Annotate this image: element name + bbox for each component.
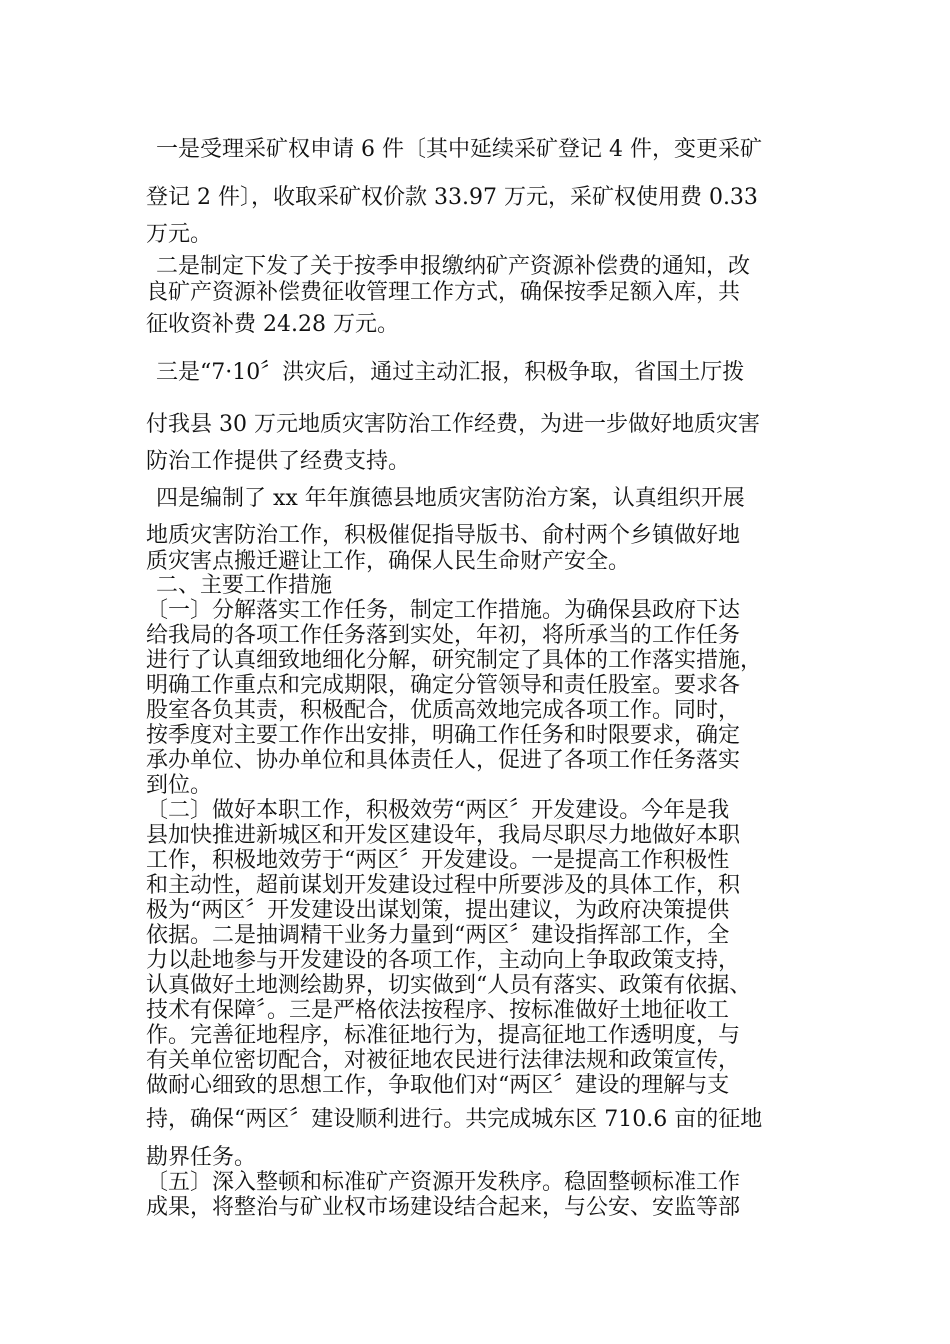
text-line: 依据。二是抽调精干业务力量到“两区〞建设指挥部工作，全 <box>146 923 730 948</box>
text-line: 四是编制了 xx 年年旗德县地质灾害防治方案，认真组织开展 <box>156 486 745 511</box>
text-line: 县加快推进新城区和开发区建设年，我局尽职尽力地做好本职 <box>146 823 741 848</box>
text-line: 〔五〕深入整顿和标准矿产资源开发秩序。稳固整顿标准工作 <box>146 1170 741 1195</box>
text-line: 作。完善征地程序，标准征地行为，提高征地工作透明度，与 <box>146 1023 741 1048</box>
text-line: 承办单位、协办单位和具体责任人，促进了各项工作任务落实 <box>146 748 741 773</box>
text-line: 持，确保“两区〞建设顺利进行。共完成城东区 710.6 亩的征地 <box>146 1107 763 1132</box>
text-line: 按季度对主要工作作出安排，明确工作任务和时限要求，确定 <box>146 723 741 748</box>
text-line: 技术有保障〞。三是严格依法按程序、按标准做好土地征收工 <box>146 998 730 1023</box>
text-line: 质灾害点搬迁避让工作，确保人民生命财产安全。 <box>146 549 631 574</box>
text-line: 防治工作提供了经费支持。 <box>146 449 411 474</box>
text-line: 万元。 <box>146 222 213 247</box>
text-line: 地质灾害防治工作，积极催促指导版书、俞村两个乡镇做好地 <box>146 523 741 548</box>
text-line: 〔二〕做好本职工作，积极效劳“两区〞开发建设。今年是我 <box>146 798 730 823</box>
text-line: 给我局的各项工作任务落到实处，年初，将所承当的工作任务 <box>146 623 741 648</box>
text-line: 三是“7·10〞洪灾后，通过主动汇报，积极争取，省国土厅拨 <box>156 360 745 385</box>
text-line: 做耐心细致的思想工作，争取他们对“两区〞建设的理解与支 <box>146 1073 730 1098</box>
text-line: 良矿产资源补偿费征收管理工作方式，确保按季足额入库，共 <box>146 280 741 305</box>
text-line: 到位。 <box>146 773 213 798</box>
text-line: 力以赴地参与开发建设的各项工作，主动向上争取政策支持， <box>146 948 741 973</box>
text-line: 二是制定下发了关于按季申报缴纳矿产资源补偿费的通知，改 <box>156 254 751 279</box>
text-line: 工作，积极地效劳于“两区〞开发建设。一是提高工作积极性 <box>146 848 730 873</box>
text-line: 极为“两区〞开发建设出谋划策，提出建议，为政府决策提供 <box>146 898 730 923</box>
text-line: 有关单位密切配合，对被征地农民进行法律法规和政策宣传， <box>146 1048 741 1073</box>
text-line: 明确工作重点和完成期限，确定分管领导和责任股室。要求各 <box>146 673 741 698</box>
text-line: 〔一〕分解落实工作任务，制定工作措施。为确保县政府下达 <box>146 598 741 623</box>
text-line: 付我县 30 万元地质灾害防治工作经费，为进一步做好地质灾害 <box>146 412 760 437</box>
text-line: 股室各负其责，积极配合，优质高效地完成各项工作。同时， <box>146 698 741 723</box>
section-heading: 二、主要工作措施 <box>156 573 333 598</box>
text-line: 进行了认真细致地细化分解，研究制定了具体的工作落实措施， <box>146 648 763 673</box>
text-line: 登记 2 件〕，收取采矿权价款 33.97 万元，采矿权使用费 0.33 <box>146 185 758 210</box>
text-line: 认真做好土地测绘勘界，切实做到“人员有落实、政策有依据、 <box>146 973 752 998</box>
text-line: 成果，将整治与矿业权市场建设结合起来，与公安、安监等部 <box>146 1195 741 1220</box>
text-line: 征收资补费 24.28 万元。 <box>146 312 399 337</box>
text-line: 一是受理采矿权申请 6 件〔其中延续采矿登记 4 件，变更采矿 <box>156 137 762 162</box>
text-line: 勘界任务。 <box>146 1145 257 1170</box>
text-line: 和主动性，超前谋划开发建设过程中所要涉及的具体工作，积 <box>146 873 741 898</box>
